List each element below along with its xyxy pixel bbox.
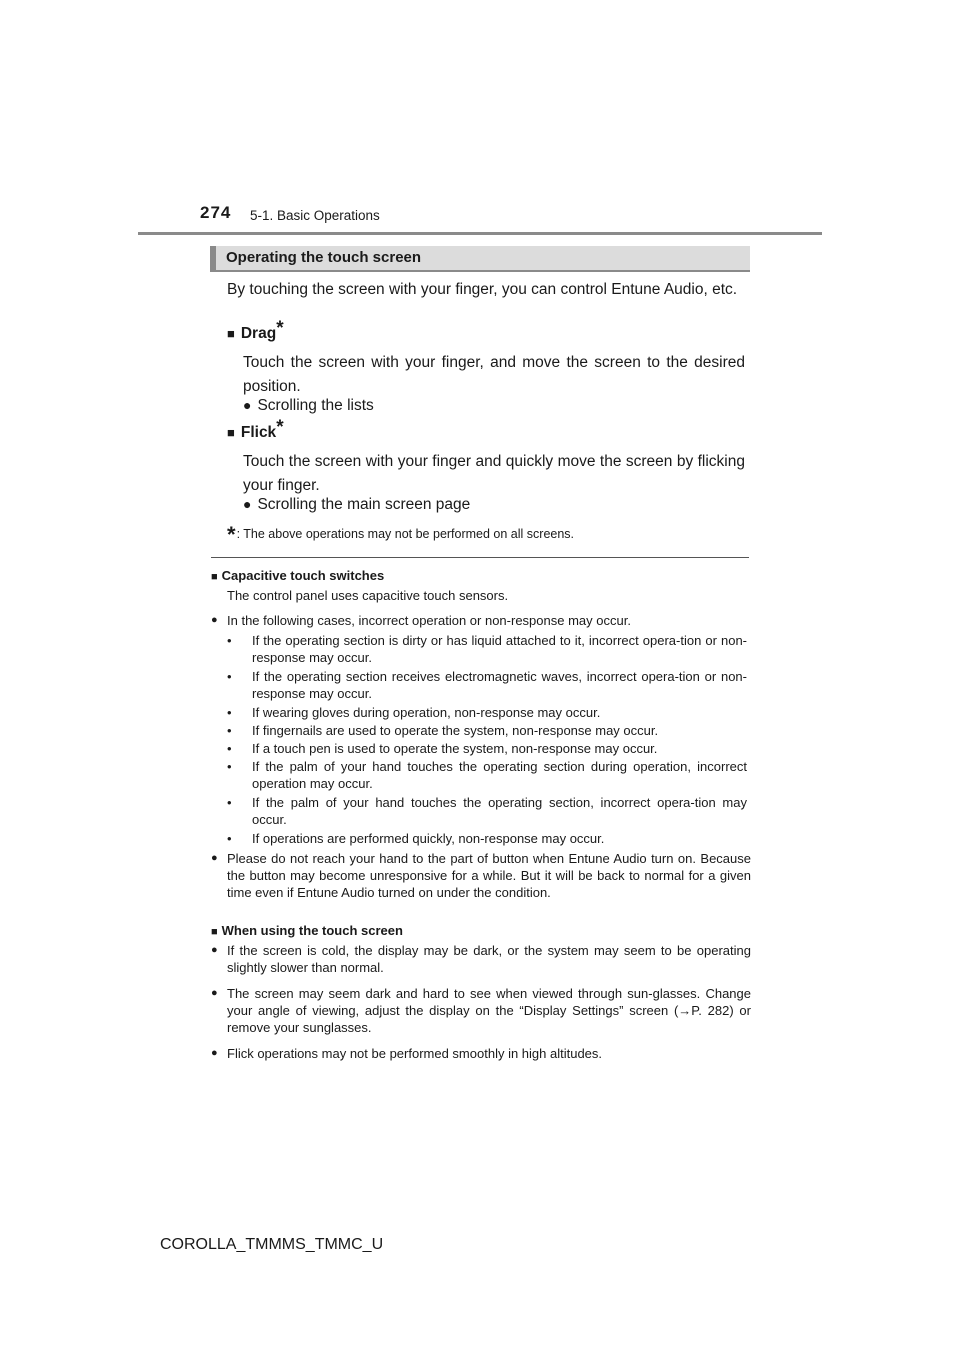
footnote [227,522,574,548]
list-item [227,830,747,847]
dot-bullet-icon: • [227,741,232,756]
list-item [227,668,747,702]
square-bullet-icon: ■ [211,571,218,583]
list-item-text: If fingernails are used to operate the system, non-response may occur. [252,723,659,738]
circle-bullet-icon: ● [211,614,218,626]
dot-bullet-icon: • [227,633,232,648]
square-bullet-icon: ■ [211,926,218,938]
when-using-title: When using the touch screen [221,923,403,938]
list-item-text: If wearing gloves during operation, non-response may occur. [252,705,601,720]
when-using-bullet-2 [211,985,751,1036]
dot-bullet-icon: • [227,831,232,846]
asterisk-icon: * [276,417,284,438]
asterisk-icon: * [227,522,236,547]
list-item [227,758,747,792]
drag-description: Touch the screen with your finger, and move the screen to the desired position. [243,354,745,395]
capacitive-bullet-1-text: In the following cases, incorrect operation or non-response may occur. [227,613,631,628]
list-item-text: If the palm of your hand touches the operating section, incorrect opera-tion may occur. [252,795,747,827]
heading-accent [210,246,216,270]
when-using-heading [211,922,403,941]
header-rule [138,232,822,235]
dot-bullet-icon: • [227,705,232,720]
circle-bullet-icon: ● [211,944,218,956]
intro-text: By touching the screen with your finger, you can control Entune Audio, etc. [227,281,738,298]
capacitive-heading [211,567,384,586]
list-item-text: If the operating section receives electromagnetic waves, incorrect opera-tion or non-response may occur. [252,669,747,701]
list-item-text: If a touch pen is used to operate the system, non-response may occur. [252,741,658,756]
square-bullet-icon: ■ [227,326,235,341]
drag-title: Drag [240,325,277,342]
capacitive-description: The control panel uses capacitive touch sensors. [227,588,509,603]
list-item-text: If the operating section is dirty or has liquid attached to it, incorrect opera-tion or non-response may occur. [252,633,747,665]
list-item [227,704,747,721]
when-using-bullet-text: Flick operations may not be performed smoothly in high altitudes. [227,1046,603,1061]
dot-bullet-icon: • [227,759,232,774]
drag-bullet [243,397,374,415]
list-item [227,740,747,757]
when-using-bullet-3 [211,1045,751,1062]
when-using-bullet-text: If the screen is cold, the display may be dark, or the system may seem to be operating slightly slower than normal. [227,943,751,975]
page-number: 274 [200,203,232,222]
list-item-text: If operations are performed quickly, non-response may occur. [252,831,605,846]
drag-bullet-text: Scrolling the lists [257,397,374,414]
dot-bullet-icon: • [227,795,232,810]
dot-bullet-icon: • [227,669,232,684]
footnote-text: : The above operations may not be performed on all screens. [236,527,575,541]
circle-bullet-icon: ● [211,852,218,864]
dot-bullet-icon: • [227,723,232,738]
capacitive-bullet-1 [211,612,751,629]
section-title: 5-1. Basic Operations [250,208,380,223]
capacitive-bullet-2 [211,850,751,901]
when-using-bullet-text: The screen may seem dark and hard to see when viewed through sun-glasses. Change your angle of viewing, adjust the display on the “Display Settings” screen (→P. 282) or remove your sunglasses. [227,986,751,1035]
circle-bullet-icon: ● [243,496,252,512]
capacitive-title: Capacitive touch switches [221,568,385,583]
flick-description: Touch the screen with your finger and quickly move the screen by flicking your finger. [243,453,745,494]
square-bullet-icon: ■ [227,425,235,440]
drag-heading [227,318,284,343]
flick-bullet-text: Scrolling the main screen page [257,496,471,513]
circle-bullet-icon: ● [211,1047,218,1059]
asterisk-icon: * [276,318,284,339]
flick-title: Flick [240,424,277,441]
when-using-bullet-1 [211,942,751,976]
list-item [227,794,747,828]
circle-bullet-icon: ● [211,987,218,999]
circle-bullet-icon: ● [243,397,252,413]
flick-heading [227,417,284,442]
footer-label: COROLLA_TMMMS_TMMC_U [160,1236,384,1253]
list-item [227,722,747,739]
section-heading: Operating the touch screen [226,249,422,266]
flick-bullet [243,496,470,514]
list-item [227,632,747,666]
list-item-text: If the palm of your hand touches the operating section during operation, incorrect operation may occur. [252,759,747,791]
section-heading-bar [210,246,750,272]
capacitive-bullet-2-text: Please do not reach your hand to the part of button when Entune Audio turn on. Because the button may become unresponsive for a while. But it will be back to normal for a given time even if Entune Audio turned on under the condition. [227,851,751,900]
divider [211,557,749,558]
